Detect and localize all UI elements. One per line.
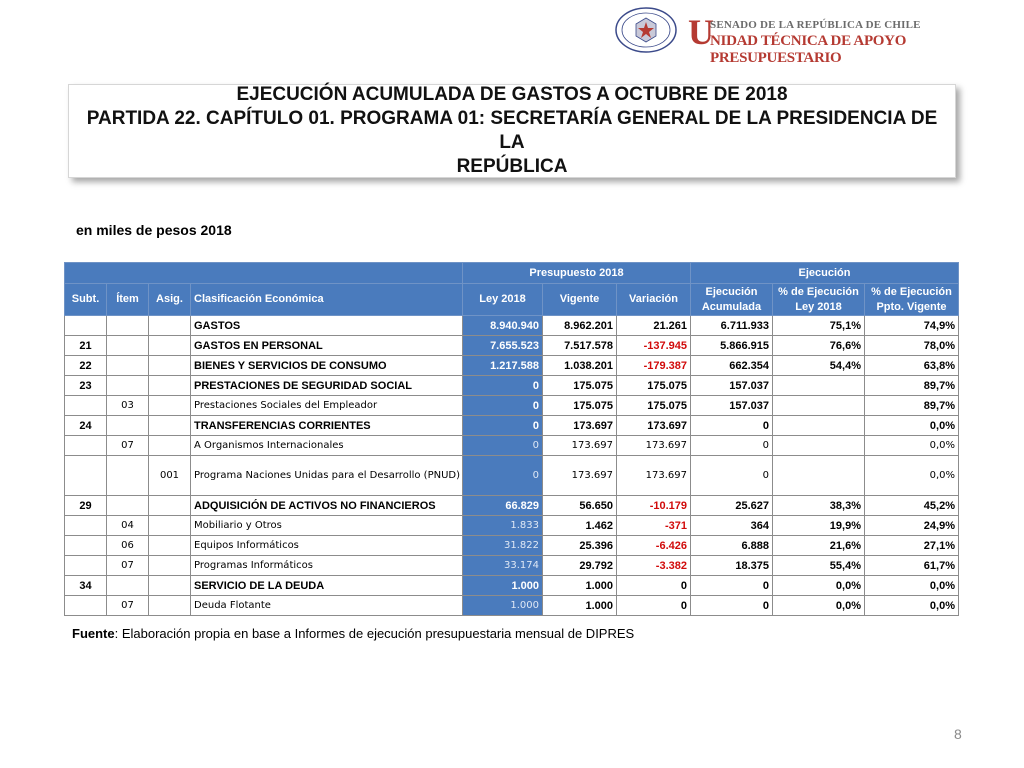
cell-pct-vig: 89,7% bbox=[865, 396, 959, 416]
cell-subt: 24 bbox=[65, 416, 107, 436]
cell-pct-vig: 0,0% bbox=[865, 416, 959, 436]
cell-pct-ley: 54,4% bbox=[773, 356, 865, 376]
cell-clas: Deuda Flotante bbox=[191, 596, 463, 616]
cell-clas: GASTOS bbox=[191, 316, 463, 336]
cell-pct-ley: 55,4% bbox=[773, 556, 865, 576]
cell-item: 03 bbox=[107, 396, 149, 416]
col-subt-header: Subt. bbox=[65, 284, 107, 316]
cell-pct-vig: 63,8% bbox=[865, 356, 959, 376]
cell-asig bbox=[149, 536, 191, 556]
cell-subt bbox=[65, 316, 107, 336]
cell-asig bbox=[149, 516, 191, 536]
senate-logo bbox=[614, 6, 1014, 66]
cell-vigente: 25.396 bbox=[543, 536, 617, 556]
cell-ley: 0 bbox=[463, 416, 543, 436]
cell-ejec: 0 bbox=[691, 416, 773, 436]
cell-asig bbox=[149, 576, 191, 596]
cell-clas: PRESTACIONES DE SEGURIDAD SOCIAL bbox=[191, 376, 463, 396]
cell-variacion: 173.697 bbox=[617, 436, 691, 456]
cell-subt: 22 bbox=[65, 356, 107, 376]
logo-bottom-text: NIDAD TÉCNICA DE APOYO PRESUPUESTARIO bbox=[710, 33, 907, 66]
cell-clas: Equipos Informáticos bbox=[191, 536, 463, 556]
cell-pct-vig: 0,0% bbox=[865, 456, 959, 496]
cell-subt bbox=[65, 456, 107, 496]
cell-pct-vig: 45,2% bbox=[865, 496, 959, 516]
cell-ley: 31.822 bbox=[463, 536, 543, 556]
cell-asig bbox=[149, 376, 191, 396]
cell-clas: BIENES Y SERVICIOS DE CONSUMO bbox=[191, 356, 463, 376]
cell-subt: 29 bbox=[65, 496, 107, 516]
cell-vigente: 56.650 bbox=[543, 496, 617, 516]
cell-asig bbox=[149, 336, 191, 356]
cell-clas: Mobiliario y Otros bbox=[191, 516, 463, 536]
table-row bbox=[65, 596, 959, 616]
cell-vigente: 1.000 bbox=[543, 576, 617, 596]
cell-vigente: 8.962.201 bbox=[543, 316, 617, 336]
cell-ley: 1.217.588 bbox=[463, 356, 543, 376]
cell-variacion: -371 bbox=[617, 516, 691, 536]
table-row bbox=[65, 416, 959, 436]
cell-variacion: -179.387 bbox=[617, 356, 691, 376]
cell-ley: 1.833 bbox=[463, 516, 543, 536]
cell-ley: 0 bbox=[463, 376, 543, 396]
cell-item bbox=[107, 376, 149, 396]
cell-ley: 33.174 bbox=[463, 556, 543, 576]
cell-pct-ley: 76,6% bbox=[773, 336, 865, 356]
cell-pct-vig: 0,0% bbox=[865, 576, 959, 596]
table-row bbox=[65, 496, 959, 516]
cell-pct-ley: 38,3% bbox=[773, 496, 865, 516]
cell-variacion: 173.697 bbox=[617, 456, 691, 496]
cell-ley: 0 bbox=[463, 436, 543, 456]
source-label: Fuente bbox=[72, 626, 115, 641]
cell-clas: SERVICIO DE LA DEUDA bbox=[191, 576, 463, 596]
table-row bbox=[65, 316, 959, 336]
source-text: : Elaboración propia en base a Informes de ejecución presupuestaria mensual de DIPRES bbox=[114, 626, 635, 641]
cell-clas: Programa Naciones Unidas para el Desarrollo (PNUD) bbox=[191, 456, 463, 496]
cell-pct-vig: 24,9% bbox=[865, 516, 959, 536]
cell-subt bbox=[65, 556, 107, 576]
cell-vigente: 173.697 bbox=[543, 456, 617, 496]
table-row bbox=[65, 436, 959, 456]
col-pct-vigente-header: % de Ejecución Ppto. Vigente bbox=[865, 284, 959, 316]
cell-ejec: 18.375 bbox=[691, 556, 773, 576]
cell-clas: Programas Informáticos bbox=[191, 556, 463, 576]
cell-clas: TRANSFERENCIAS CORRIENTES bbox=[191, 416, 463, 436]
cell-vigente: 173.697 bbox=[543, 416, 617, 436]
cell-vigente: 1.038.201 bbox=[543, 356, 617, 376]
senate-seal-icon bbox=[614, 6, 678, 54]
cell-pct-ley bbox=[773, 436, 865, 456]
cell-asig bbox=[149, 396, 191, 416]
page-number: 8 bbox=[954, 726, 962, 742]
cell-item bbox=[107, 496, 149, 516]
table-row bbox=[65, 336, 959, 356]
budget-table bbox=[64, 262, 959, 616]
cell-ejec: 662.354 bbox=[691, 356, 773, 376]
slide-title bbox=[68, 84, 956, 178]
cell-vigente: 1.462 bbox=[543, 516, 617, 536]
col-clasificacion-header: Clasificación Económica bbox=[191, 284, 463, 316]
cell-clas: Prestaciones Sociales del Empleador bbox=[191, 396, 463, 416]
cell-item: 07 bbox=[107, 556, 149, 576]
cell-variacion: -137.945 bbox=[617, 336, 691, 356]
cell-ley: 66.829 bbox=[463, 496, 543, 516]
logo-letter: U bbox=[688, 12, 714, 52]
cell-pct-vig: 0,0% bbox=[865, 436, 959, 456]
cell-item bbox=[107, 576, 149, 596]
cell-variacion: -6.426 bbox=[617, 536, 691, 556]
title-line-2: PARTIDA 22. CAPÍTULO 01. PROGRAMA 01: SECRETARÍA GENERAL DE LA PRESIDENCIA DE LA bbox=[86, 108, 938, 153]
cell-vigente: 173.697 bbox=[543, 436, 617, 456]
cell-ley: 1.000 bbox=[463, 596, 543, 616]
cell-variacion: -10.179 bbox=[617, 496, 691, 516]
cell-pct-ley: 75,1% bbox=[773, 316, 865, 336]
group-ejecucion-header: Ejecución bbox=[691, 263, 959, 284]
cell-pct-ley: 19,9% bbox=[773, 516, 865, 536]
cell-variacion: 21.261 bbox=[617, 316, 691, 336]
units-label: en miles de pesos 2018 bbox=[76, 222, 232, 238]
cell-ejec: 0 bbox=[691, 596, 773, 616]
col-asig-header: Asig. bbox=[149, 284, 191, 316]
cell-item bbox=[107, 356, 149, 376]
cell-item: 07 bbox=[107, 436, 149, 456]
cell-pct-ley: 0,0% bbox=[773, 596, 865, 616]
cell-ejec: 0 bbox=[691, 436, 773, 456]
cell-ejec: 6.711.933 bbox=[691, 316, 773, 336]
cell-clas: A Organismos Internacionales bbox=[191, 436, 463, 456]
table-row bbox=[65, 456, 959, 496]
cell-variacion: 175.075 bbox=[617, 396, 691, 416]
cell-pct-vig: 89,7% bbox=[865, 376, 959, 396]
cell-pct-vig: 27,1% bbox=[865, 536, 959, 556]
cell-subt bbox=[65, 396, 107, 416]
cell-item: 04 bbox=[107, 516, 149, 536]
cell-asig bbox=[149, 416, 191, 436]
cell-variacion: 0 bbox=[617, 596, 691, 616]
col-ley-header: Ley 2018 bbox=[463, 284, 543, 316]
cell-item: 07 bbox=[107, 596, 149, 616]
cell-variacion: 175.075 bbox=[617, 376, 691, 396]
table-row bbox=[65, 376, 959, 396]
cell-clas: GASTOS EN PERSONAL bbox=[191, 336, 463, 356]
cell-asig bbox=[149, 436, 191, 456]
table-row bbox=[65, 576, 959, 596]
col-variacion-header: Variación bbox=[617, 284, 691, 316]
table-row bbox=[65, 356, 959, 376]
cell-vigente: 175.075 bbox=[543, 376, 617, 396]
header-spacer bbox=[65, 263, 463, 284]
cell-variacion: -3.382 bbox=[617, 556, 691, 576]
table-row bbox=[65, 516, 959, 536]
cell-vigente: 29.792 bbox=[543, 556, 617, 576]
cell-subt bbox=[65, 536, 107, 556]
cell-pct-vig: 78,0% bbox=[865, 336, 959, 356]
cell-pct-vig: 61,7% bbox=[865, 556, 959, 576]
cell-pct-ley: 21,6% bbox=[773, 536, 865, 556]
cell-clas: ADQUISICIÓN DE ACTIVOS NO FINANCIEROS bbox=[191, 496, 463, 516]
cell-ejec: 6.888 bbox=[691, 536, 773, 556]
cell-vigente: 1.000 bbox=[543, 596, 617, 616]
cell-item bbox=[107, 416, 149, 436]
cell-asig bbox=[149, 316, 191, 336]
cell-subt bbox=[65, 436, 107, 456]
cell-asig bbox=[149, 596, 191, 616]
cell-item: 06 bbox=[107, 536, 149, 556]
cell-pct-ley: 0,0% bbox=[773, 576, 865, 596]
cell-pct-vig: 74,9% bbox=[865, 316, 959, 336]
col-pct-ley-header: % de Ejecución Ley 2018 bbox=[773, 284, 865, 316]
cell-ejec: 0 bbox=[691, 456, 773, 496]
cell-item bbox=[107, 456, 149, 496]
col-vigente-header: Vigente bbox=[543, 284, 617, 316]
cell-variacion: 173.697 bbox=[617, 416, 691, 436]
cell-variacion: 0 bbox=[617, 576, 691, 596]
cell-asig: 001 bbox=[149, 456, 191, 496]
cell-asig bbox=[149, 556, 191, 576]
col-ejecucion-acumulada-header: Ejecución Acumulada bbox=[691, 284, 773, 316]
cell-ley: 1.000 bbox=[463, 576, 543, 596]
cell-pct-ley bbox=[773, 396, 865, 416]
cell-subt: 21 bbox=[65, 336, 107, 356]
cell-ejec: 157.037 bbox=[691, 376, 773, 396]
source-note bbox=[72, 626, 634, 641]
cell-ejec: 25.627 bbox=[691, 496, 773, 516]
cell-vigente: 7.517.578 bbox=[543, 336, 617, 356]
col-item-header: Ítem bbox=[107, 284, 149, 316]
cell-item bbox=[107, 316, 149, 336]
cell-ejec: 0 bbox=[691, 576, 773, 596]
cell-vigente: 175.075 bbox=[543, 396, 617, 416]
cell-ley: 8.940.940 bbox=[463, 316, 543, 336]
cell-asig bbox=[149, 356, 191, 376]
group-presupuesto-header: Presupuesto 2018 bbox=[463, 263, 691, 284]
cell-subt bbox=[65, 516, 107, 536]
cell-pct-ley bbox=[773, 376, 865, 396]
table-row bbox=[65, 396, 959, 416]
table-row bbox=[65, 556, 959, 576]
cell-pct-ley bbox=[773, 416, 865, 436]
cell-item bbox=[107, 336, 149, 356]
cell-ejec: 364 bbox=[691, 516, 773, 536]
logo-top-text: SENADO DE LA REPÚBLICA DE CHILE bbox=[710, 19, 921, 31]
table-row bbox=[65, 536, 959, 556]
budget-table-body bbox=[65, 316, 959, 616]
cell-ley: 0 bbox=[463, 456, 543, 496]
cell-pct-ley bbox=[773, 456, 865, 496]
cell-ejec: 5.866.915 bbox=[691, 336, 773, 356]
cell-ejec: 157.037 bbox=[691, 396, 773, 416]
cell-pct-vig: 0,0% bbox=[865, 596, 959, 616]
cell-asig bbox=[149, 496, 191, 516]
title-line-1: EJECUCIÓN ACUMULADA DE GASTOS A OCTUBRE DE 2018 bbox=[236, 84, 788, 105]
cell-ley: 0 bbox=[463, 396, 543, 416]
cell-subt: 34 bbox=[65, 576, 107, 596]
cell-subt bbox=[65, 596, 107, 616]
cell-subt: 23 bbox=[65, 376, 107, 396]
title-line-3: REPÚBLICA bbox=[456, 156, 568, 177]
cell-ley: 7.655.523 bbox=[463, 336, 543, 356]
